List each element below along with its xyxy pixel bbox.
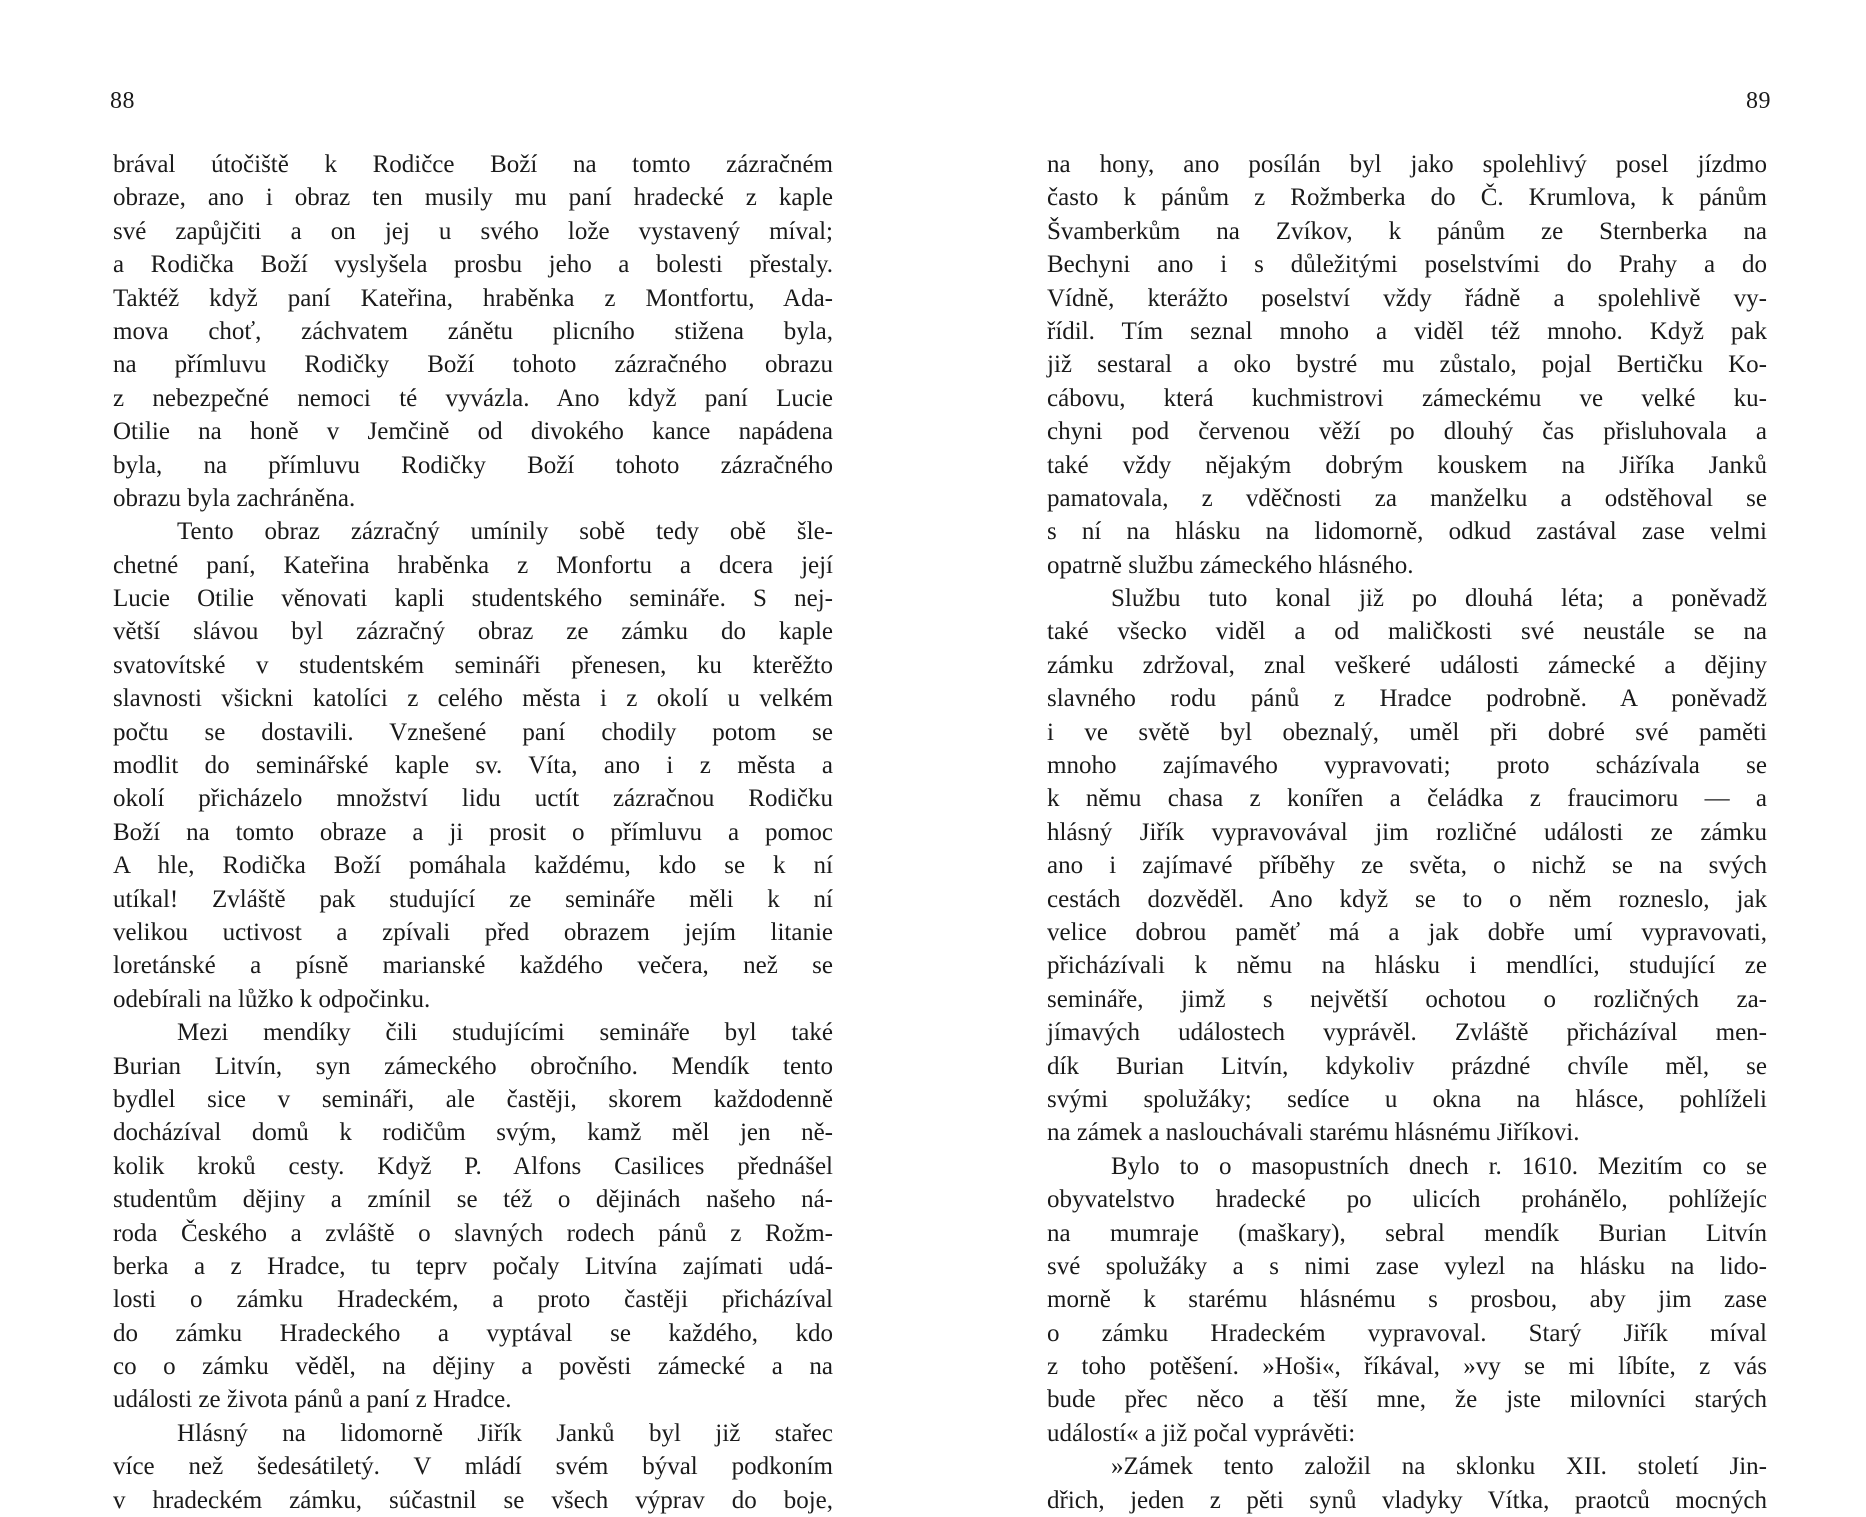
text-line: opatrně službu zámeckého hlásného. (1047, 551, 1414, 579)
text-line: odebírali na lůžko k odpočinku. (113, 985, 431, 1013)
text-line: počtu se dostavili. Vznešené paní chodily potom se (113, 718, 833, 746)
text-line: také vždy nějakým dobrým kouskem na Jiříka Janků (1047, 451, 1767, 479)
text-line: často k pánům z Rožmberka do Č. Krumlova, k pánům (1047, 184, 1767, 212)
text-line: Mezi mendíky čili studujícími semináře byl také (177, 1019, 833, 1047)
text-line: semináře, jimž s největší ochotou o rozličných za- (1047, 985, 1767, 1013)
text-line: již sestaral a oko bystré mu zůstalo, pojal Bertičku Ko- (1047, 351, 1767, 379)
text-line: modlit do seminářské kaple sv. Víta, ano i z města a (113, 752, 833, 780)
right-page-body (1047, 148, 1767, 1517)
text-line: své zapůjčiti a on jej u svého lože vystavený míval; (113, 217, 833, 245)
text-line: Bechyni ano i s důležitými poselstvími do Prahy a do (1047, 251, 1767, 279)
right-page (933, 0, 1866, 1514)
text-line: bude přec něco a těší mne, že jste milovníci starých (1047, 1386, 1767, 1414)
text-line: přicházívali k němu na hlásku i mendlíci, studující ze (1047, 952, 1767, 980)
text-line: a Rodička Boží vyslyšela prosbu jeho a bolesti přestaly. (113, 251, 833, 279)
text-line: Švamberkům na Zvíkov, k pánům ze Sternberka na (1047, 217, 1767, 245)
text-line: svými spolužáky; sedíce u okna na hlásce, pohlíželi (1047, 1085, 1767, 1113)
text-line: k němu chasa z konířen a čeládka z fraucimoru — a (1047, 785, 1767, 813)
text-line: dík Burian Litvín, kdykoliv prázdné chvíle měl, se (1047, 1052, 1767, 1080)
text-line: své spolužáky a s nimi zase vylezl na hlásku na lido- (1047, 1252, 1767, 1280)
text-line: Službu tuto konal již po dlouhá léta; a poněvadž (1111, 585, 1767, 613)
text-line: chetné paní, Kateřina hraběnka z Monfortu a dcera její (113, 551, 833, 579)
page-number-left: 88 (110, 88, 135, 114)
text-line: řídil. Tím seznal mnoho a viděl též mnoho. Když pak (1047, 317, 1767, 345)
text-line: velice dobrou paměť má a jak dobře umí vypravovati, (1047, 918, 1767, 946)
text-line: byla, na přímluvu Rodičky Boží tohoto zázračného (113, 451, 833, 479)
text-line: událostí« a již počal vyprávěti: (1047, 1419, 1356, 1447)
text-line: co o zámku věděl, na dějiny a pověsti zámecké a na (113, 1353, 833, 1381)
text-line: do zámku Hradeckého a vyptával se každého, kdo (113, 1319, 833, 1347)
text-line: berka a z Hradce, tu teprv počaly Litvína zajímati udá- (113, 1252, 833, 1280)
text-line: losti o zámku Hradeckém, a proto častěji přicházíval (113, 1286, 833, 1314)
text-line: cestách dozvěděl. Ano když se to o něm rozneslo, jak (1047, 885, 1767, 913)
text-line: Tento obraz zázračný umínily sobě tedy obě šle- (177, 518, 833, 546)
text-line: slavnosti všickni katolíci z celého města i z okolí u velkém (113, 685, 833, 713)
text-line: o zámku Hradeckém vypravoval. Starý Jiřík míval (1047, 1319, 1767, 1347)
text-line: na mumraje (maškary), sebral mendík Burian Litvín (1047, 1219, 1767, 1247)
text-line: obyvatelstvo hradecké po ulicích prohánělo, pohlížejíc (1047, 1186, 1767, 1214)
text-line: »Zámek tento založil na sklonku XII. století Jin- (1111, 1453, 1767, 1481)
text-line: brával útočiště k Rodičce Boží na tomto zázračném (113, 151, 833, 178)
text-line: Otilie na honě v Jemčině od divokého kance napádena (113, 418, 833, 446)
text-line: na hony, ano posílán byl jako spolehlivý posel jízdmo (1047, 151, 1767, 178)
text-line: roda Českého a zvláště o slavných rodech pánů z Rožm- (113, 1219, 833, 1247)
text-line: docházíval domů k rodičům svým, kamž měl jen ně- (113, 1119, 833, 1147)
text-line: obraze, ano i obraz ten musily mu paní hradecké z kaple (113, 184, 833, 212)
text-line: okolí přicházelo množství lidu uctít zázračnou Rodičku (113, 785, 833, 813)
text-line: loretánské a písně marianské každého večera, než se (113, 952, 833, 980)
text-line: na přímluvu Rodičky Boží tohoto zázračného obrazu (113, 351, 833, 379)
text-line: Boží na tomto obraze a ji prosit o přímluvu a pomoc (113, 818, 833, 846)
text-line: velikou uctivost a zpívali před obrazem jejím litanie (113, 918, 833, 946)
text-line: i ve světě byl obeznalý, uměl při dobré své paměti (1047, 718, 1767, 746)
text-line: cábovu, která kuchmistrovi zámeckému ve velké ku- (1047, 384, 1767, 412)
text-line: dřich, jeden z pěti synů vladyky Vítka, praotců mocných (1047, 1486, 1767, 1514)
text-line: jímavých událostech vyprávěl. Zvláště přicházíval men- (1047, 1019, 1767, 1047)
text-line: mova choť, záchvatem zánětu plicního stižena byla, (113, 317, 833, 345)
page-number-right: 89 (1746, 88, 1771, 114)
text-line: více než šedesátiletý. V mládí svém býval podkoním (113, 1453, 833, 1481)
text-line: mnoho zajímavého vypravovati; proto scházívala se (1047, 752, 1767, 780)
text-line: Lucie Otilie věnovati kapli studentského semináře. S nej- (113, 585, 833, 613)
text-line: Bylo to o masopustních dnech r. 1610. Mezitím co se (1111, 1152, 1767, 1180)
text-line: studentům dějiny a zmínil se též o dějinách našeho ná- (113, 1186, 833, 1214)
text-line: Vídně, kterážto poselství vždy řádně a spolehlivě vy- (1047, 284, 1767, 312)
text-line: kolik kroků cesty. Když P. Alfons Casilices přednášel (113, 1152, 833, 1180)
text-line: obrazu byla zachráněna. (113, 484, 356, 512)
text-line: chyni pod červenou věží po dlouhý čas přisluhovala a (1047, 418, 1767, 446)
text-line: také všecko viděl a od maličkosti své neustále se na (1047, 618, 1767, 646)
text-line: Burian Litvín, syn zámeckého obročního. Mendík tento (113, 1052, 833, 1080)
text-line: bydlel sice v semináři, ale častěji, skorem každodenně (113, 1085, 833, 1113)
text-line: slavného rodu pánů z Hradce podrobně. A poněvadž (1047, 685, 1767, 713)
left-page-body (113, 148, 833, 1517)
text-line: Taktéž když paní Kateřina, hraběnka z Montfortu, Ada- (113, 284, 833, 312)
text-line: v hradeckém zámku, súčastnil se všech výprav do boje, (113, 1486, 833, 1514)
text-line: zámku zdržoval, znal veškeré události zámecké a dějiny (1047, 651, 1767, 679)
text-line: z nebezpečné nemoci té vyvázla. Ano když paní Lucie (113, 384, 833, 412)
text-line: hlásný Jiřík vypravovával jim rozličné události ze zámku (1047, 818, 1767, 846)
text-line: A hle, Rodička Boží pomáhala každému, kdo se k ní (113, 852, 833, 880)
left-page (0, 0, 933, 1514)
text-line: na zámek a naslouchávali starému hlásnému Jiříkovi. (1047, 1119, 1580, 1147)
text-line: ano i zajímavé příběhy ze světa, o nichž se na svých (1047, 852, 1767, 880)
text-line: s ní na hlásku na lidomorně, odkud zastával zase velmi (1047, 518, 1767, 546)
text-line: morně k starému hlásnému s prosbou, aby jim zase (1047, 1286, 1767, 1314)
text-line: události ze života pánů a paní z Hradce. (113, 1386, 512, 1414)
text-line: svatovítské v studentském semináři přenesen, ku kterěžto (113, 651, 833, 679)
text-line: z toho potěšení. »Hoši«, říkával, »vy se mi líbíte, z vás (1047, 1353, 1767, 1381)
text-line: větší slávou byl zázračný obraz ze zámku do kaple (113, 618, 833, 646)
text-line: pamatovala, z vděčnosti za manželku a odstěhoval se (1047, 484, 1767, 512)
text-line: utíkal! Zvláště pak studující ze semináře měli k ní (113, 885, 833, 913)
text-line: Hlásný na lidomorně Jiřík Janků byl již stařec (177, 1419, 833, 1447)
